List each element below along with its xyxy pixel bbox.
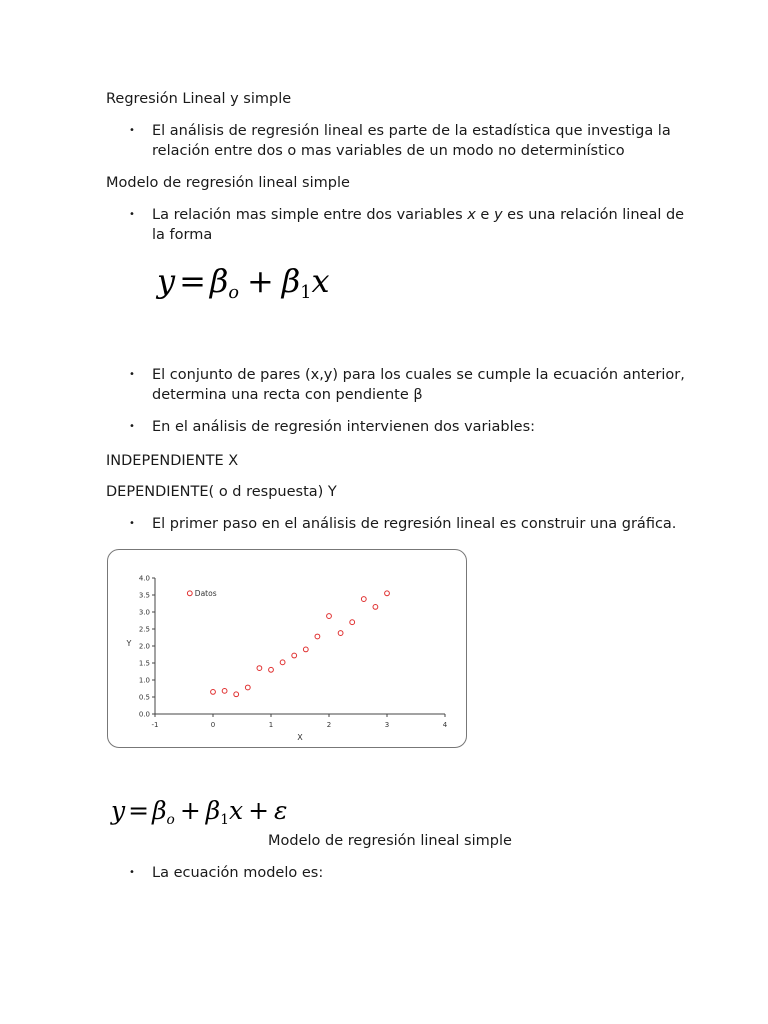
bullet-text-line: relación entre dos o mas variables de un modo no determinístico: [152, 143, 625, 159]
text-fragment: La relación mas simple entre dos variables: [152, 207, 468, 223]
y-tick-label: 3.5: [138, 591, 150, 600]
eq-symbol: +: [246, 262, 274, 300]
legend-label: Datos: [194, 588, 217, 598]
eq-symbol: ε: [274, 796, 288, 825]
data-point: [211, 690, 216, 695]
data-point: [245, 685, 250, 690]
y-tick-label: 3.0: [138, 608, 150, 617]
eq-symbol: y: [111, 796, 126, 825]
data-point: [373, 605, 378, 610]
text-fragment: es una relación lineal de: [502, 207, 685, 223]
eq-symbol: y: [157, 262, 176, 300]
model-equation: [111, 796, 287, 828]
y-tick-label: 0.5: [138, 693, 150, 702]
bullet-text-line: la forma: [152, 227, 213, 243]
data-point: [338, 631, 343, 636]
eq-symbol: x: [311, 262, 330, 300]
data-point: [385, 591, 390, 596]
data-point: [269, 667, 274, 672]
eq-symbol: =: [179, 262, 206, 300]
y-axis-title: Y: [126, 639, 132, 648]
x-axis-title: X: [297, 733, 303, 742]
section-heading-regresion: Regresión Lineal y simple: [106, 91, 292, 107]
bullet-text-line: En el análisis de regresión intervienen dos variables:: [152, 419, 536, 435]
bullet-marker: •: [129, 125, 135, 136]
eq-symbol: β: [152, 796, 167, 825]
bullet-marker: •: [129, 867, 135, 878]
bullet-marker: •: [129, 421, 135, 432]
y-tick-label: 1.5: [138, 659, 150, 668]
bullet-text-line: determina una recta con pendiente β: [152, 387, 423, 403]
eq-symbol: β: [205, 796, 221, 825]
eq-symbol: +: [248, 796, 270, 825]
data-point: [350, 620, 355, 625]
bullet-text-line: La ecuación modelo es:: [152, 865, 324, 881]
data-point: [234, 692, 239, 697]
x-tick-label: 4: [442, 721, 448, 729]
data-point: [222, 688, 227, 693]
scatter-chart-frame: [107, 549, 467, 748]
scatter-chart: [108, 550, 466, 747]
y-tick-label: 2.5: [138, 625, 150, 634]
x-tick-label: 2: [326, 721, 332, 729]
y-tick-label: 2.0: [138, 642, 150, 651]
bullet-text-line: [152, 205, 684, 225]
bullet-marker: •: [129, 369, 135, 380]
y-tick-label: 1.0: [138, 676, 150, 685]
eq-subscript: o: [166, 811, 175, 828]
x-tick-label: 3: [384, 721, 390, 729]
dependent-variable-label: DEPENDIENTE( o d respuesta) Y: [106, 484, 337, 500]
variable-y: y: [493, 207, 503, 223]
eq-symbol: x: [228, 796, 244, 825]
data-point: [327, 614, 332, 619]
y-tick-label: 4.0: [138, 574, 150, 583]
eq-subscript: 1: [220, 811, 229, 828]
data-point: [303, 647, 308, 652]
independent-variable-label: INDEPENDIENTE X: [106, 453, 239, 469]
variable-x: x: [467, 207, 476, 223]
x-tick-label: -1: [151, 721, 159, 729]
text-fragment: e: [475, 207, 494, 223]
bullet-marker: •: [129, 209, 135, 220]
eq-symbol: =: [128, 796, 150, 825]
bullet-text-line: El análisis de regresión lineal es parte de la estadística que investiga la: [152, 123, 671, 139]
data-point: [315, 634, 320, 639]
data-point: [361, 597, 366, 602]
data-point: [257, 666, 262, 671]
bullet-text-line: El conjunto de pares (x,y) para los cuales se cumple la ecuación anterior,: [152, 367, 685, 383]
x-tick-label: 1: [268, 721, 274, 729]
bullet-marker: •: [129, 518, 135, 529]
eq-subscript: 1: [300, 283, 312, 304]
eq-symbol: β: [281, 262, 301, 300]
eq-subscript: o: [228, 283, 239, 304]
data-point: [280, 660, 285, 665]
y-tick-label: 0.0: [138, 710, 150, 719]
equation-caption: Modelo de regresión lineal simple: [268, 833, 512, 849]
x-tick-label: 0: [210, 721, 216, 729]
linear-equation: [157, 262, 330, 303]
bullet-text-line: El primer paso en el análisis de regresión lineal es construir una gráfica.: [152, 516, 677, 532]
eq-symbol: β: [209, 262, 229, 300]
legend-marker: [187, 591, 192, 596]
section-heading-modelo: Modelo de regresión lineal simple: [106, 175, 350, 191]
data-point: [292, 653, 297, 658]
eq-symbol: +: [179, 796, 201, 825]
